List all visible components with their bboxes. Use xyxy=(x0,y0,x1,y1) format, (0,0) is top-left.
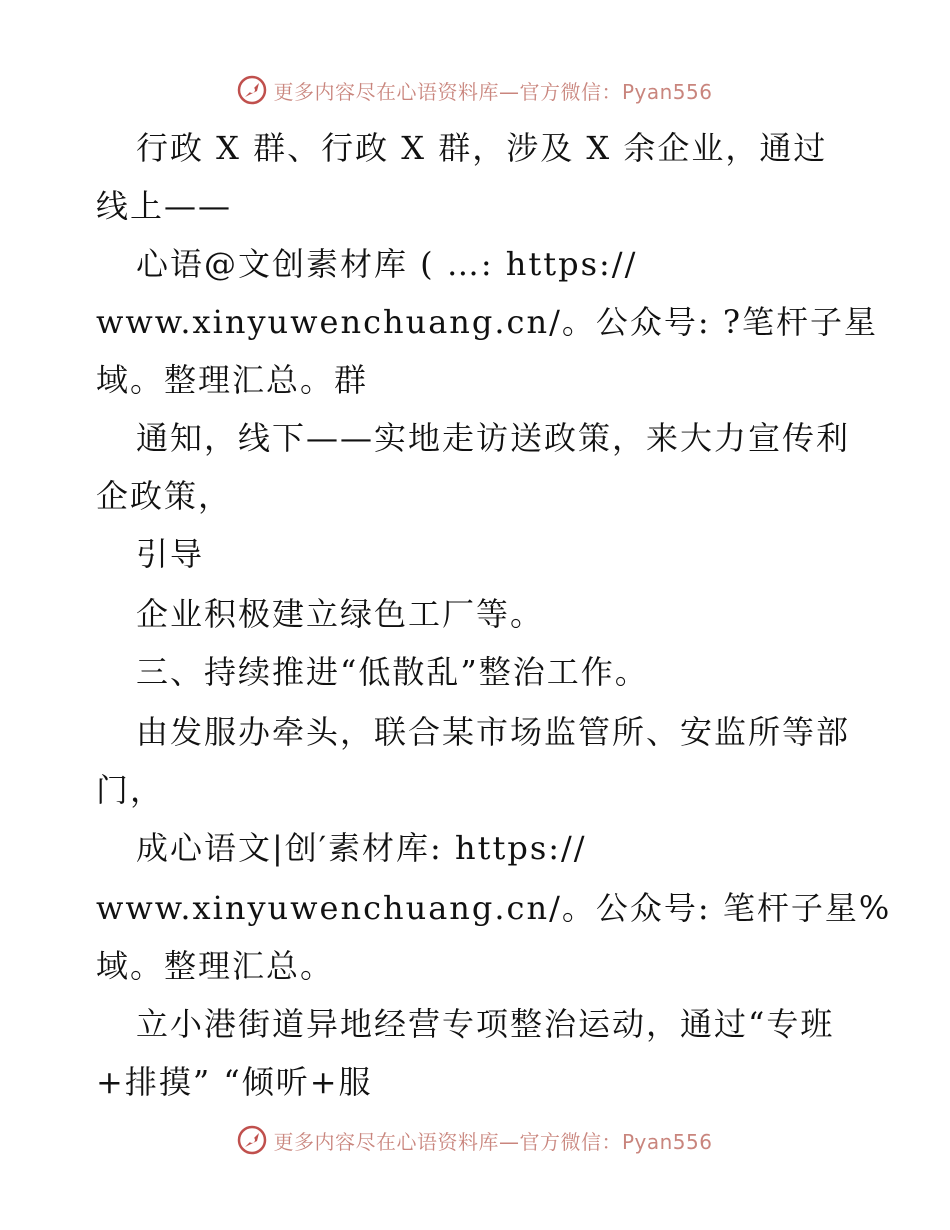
text-line: +排摸” “倾听+服 xyxy=(96,1063,373,1101)
text-line: 由发服办牵头，联合某市场监管所、安监所等部 xyxy=(136,713,851,751)
text-line: 企业积极建立绿色工厂等。 xyxy=(136,595,545,633)
text-line: 立小港街道异地经营专项整治运动，通过“专班 xyxy=(136,1005,835,1043)
text-line: 企政策， xyxy=(96,477,233,515)
text-line: 线上—— xyxy=(96,187,233,225)
text-line: 域。整理汇总。群 xyxy=(96,361,369,399)
quill-logo-icon xyxy=(237,75,267,105)
footer-banner-text: 更多内容尽在心语资料库—官方微信：Pyan556 xyxy=(273,1129,713,1154)
header-banner-text: 更多内容尽在心语资料库—官方微信：Pyan556 xyxy=(273,79,713,104)
section-heading: 三、持续推进“低散乱”整治工作。 xyxy=(136,653,649,691)
text-line: 行政 X 群、行政 X 群，涉及 X 余企业，通过 xyxy=(136,129,828,167)
text-line: www.xinyuwenchuang.cn/。公众号: ?笔杆子星 xyxy=(96,303,878,341)
text-line: 引导 xyxy=(136,535,205,573)
text-line: 成心语文|创′素材库: https:// xyxy=(136,829,587,867)
header-watermark xyxy=(0,70,950,110)
text-line: 心语@文创素材库 ( …: https:// xyxy=(136,245,638,283)
text-line: 通知，线下——实地走访送政策，来大力宣传利 xyxy=(136,419,851,457)
text-line: www.xinyuwenchuang.cn/。公众号: 笔杆子星% xyxy=(96,889,892,927)
text-line: 门， xyxy=(96,771,165,809)
text-line: 域。整理汇总。 xyxy=(96,947,335,985)
quill-logo-icon xyxy=(237,1125,267,1155)
footer-watermark xyxy=(0,1120,950,1160)
